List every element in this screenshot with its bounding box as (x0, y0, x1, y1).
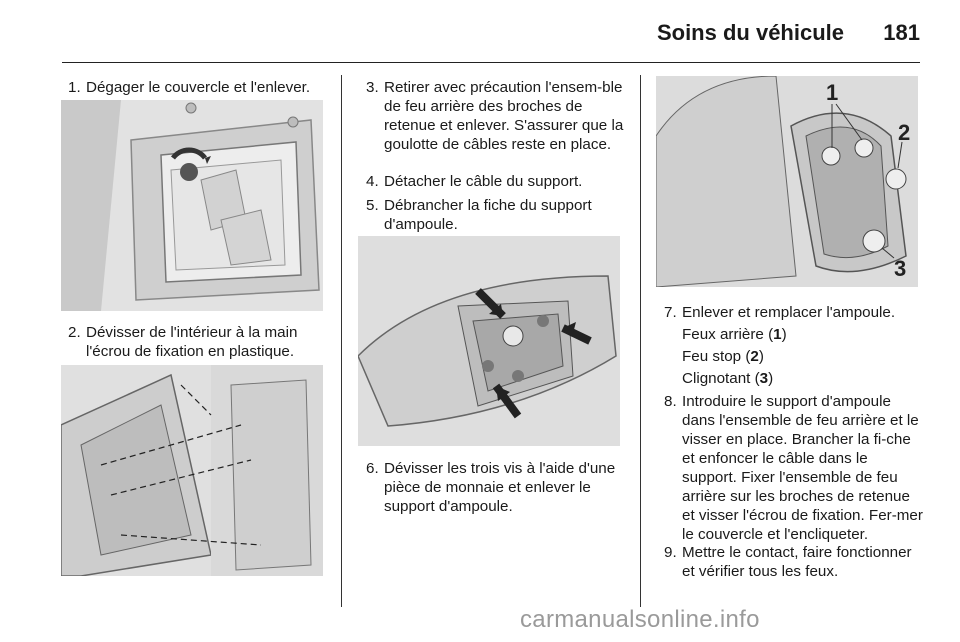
callout-1: 1 (826, 80, 839, 105)
callout-3: 3 (894, 256, 907, 281)
step-6 (366, 459, 628, 516)
step-3 (366, 78, 624, 154)
step-text: Mettre le contact, faire fonctionner et vérifier tous les feux. (682, 544, 912, 580)
watermark: carmanualsonline.info (520, 606, 760, 633)
bulb-item-stop (682, 347, 764, 366)
step-number: 4. (366, 173, 379, 190)
figure-taillight-removal (61, 365, 323, 576)
bulb-positions-illustration (656, 76, 918, 287)
bulb-label: Feux arrière ( (682, 326, 774, 343)
figure-bulb-positions (656, 76, 918, 287)
bulb-close: ) (758, 348, 764, 365)
step-number: 8. (664, 393, 677, 410)
cover-removal-illustration (61, 100, 323, 311)
column-divider (341, 75, 342, 607)
step-1 (68, 78, 338, 97)
step-text: Détacher le câble du support. (384, 173, 583, 190)
figure-bulb-holder (358, 236, 620, 446)
bulb-number: 2 (750, 348, 759, 365)
bulb-number: 1 (773, 326, 782, 343)
header-rule (62, 62, 920, 63)
section-title: Soins du véhicule (656, 20, 844, 45)
step-text: Introduire le support d'ampoule dans l'ensemble de feu arrière et le visser en place. Brancher la fi-che et enfoncer le câble dans le support. Fixer l'ensemble de feu arrière sur les broches de retenue et visser l'écrou de fixation. Fer-mer le couvercle et l'encliqueter. (682, 393, 923, 543)
step-text: Enlever et remplacer l'ampoule. (682, 304, 896, 321)
figure-cover-removal (61, 100, 323, 311)
step-9 (664, 543, 926, 581)
bulb-holder-illustration (358, 236, 620, 446)
page-number: 181 (883, 20, 920, 45)
step-number: 1. (68, 79, 81, 96)
callout-2: 2 (898, 120, 911, 145)
step-number: 5. (366, 197, 379, 214)
taillight-removal-illustration (61, 365, 323, 576)
step-text: Retirer avec précaution l'ensem-ble de feu arrière des broches de retenue et enlever. S'assurer que la goulotte de câbles reste en place. (384, 79, 624, 153)
step-5 (366, 196, 624, 234)
step-4 (366, 172, 624, 191)
bulb-item-indicator (682, 369, 773, 388)
step-number: 3. (366, 79, 379, 96)
column-divider (640, 75, 641, 607)
step-2 (68, 323, 338, 361)
step-text: Dégager le couvercle et l'enlever. (86, 79, 311, 96)
bulb-label: Feu stop ( (682, 348, 751, 365)
step-number: 2. (68, 324, 81, 341)
step-text: Dévisser de l'intérieur à la main l'écrou de fixation en plastique. (86, 324, 298, 360)
bulb-item-tail (682, 325, 787, 344)
step-7 (664, 303, 924, 322)
bulb-close: ) (781, 326, 787, 343)
step-number: 7. (664, 304, 677, 321)
step-number: 9. (664, 544, 677, 561)
bulb-close: ) (768, 370, 774, 387)
step-8 (664, 392, 926, 544)
bulb-label: Clignotant ( (682, 370, 760, 387)
step-text: Débrancher la fiche du support d'ampoule. (384, 197, 592, 233)
step-text: Dévisser les trois vis à l'aide d'une pièce de monnaie et enlever le support d'ampoule. (384, 460, 616, 515)
bulb-number: 3 (759, 370, 769, 387)
step-number: 6. (366, 460, 379, 477)
page-header (0, 18, 960, 48)
